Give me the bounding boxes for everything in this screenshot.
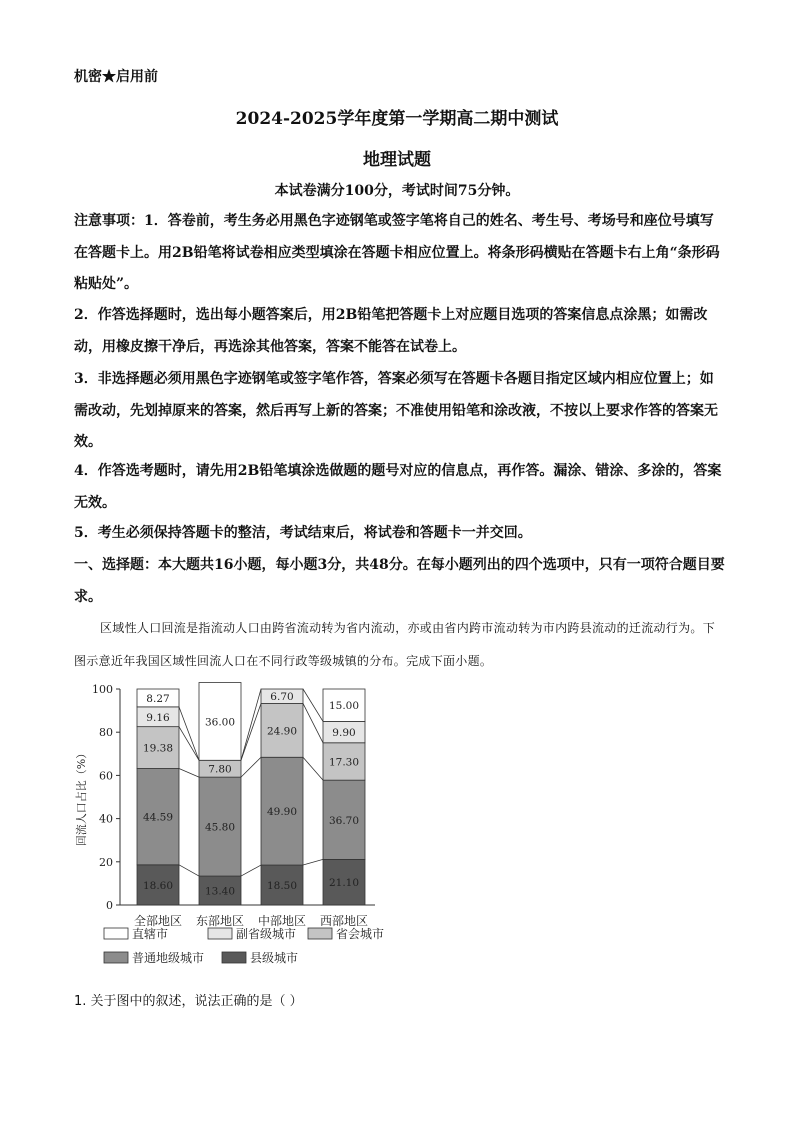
- connector-line: [179, 727, 199, 761]
- score-line: 本试卷满分100分，考试时间75分钟。: [274, 183, 520, 199]
- connector-line: [241, 757, 261, 777]
- data-label: 9.90: [332, 727, 356, 740]
- notice-4: 4．作答选考题时，请先用2B铅笔填涂选做题的题号对应的信息点，再作答。漏涂、错涂、多涂的，答案无效。: [74, 463, 722, 511]
- stacked-bar-chart: [70, 680, 400, 980]
- y-tick-label: 80: [99, 726, 113, 740]
- connector-line: [241, 689, 261, 760]
- legend-label: 普通地级城市: [132, 951, 205, 965]
- connector-line: [241, 703, 261, 760]
- legend-label: 省会城市: [336, 927, 385, 941]
- question-intro: 区域性人口回流是指流动人口由跨省流动转为省内流动，亦或由省内跨市流动转为市内跨县流动的迁流动行为。下图示意近年我国区域性回流人口在不同行政等级城镇的分布。完成下面小题。: [74, 621, 716, 668]
- connector-line: [303, 703, 323, 742]
- data-label: 8.27: [146, 692, 170, 705]
- legend-label: 副省级城市: [236, 927, 297, 941]
- legend-label: 县级城市: [250, 951, 299, 965]
- data-label: 24.90: [266, 725, 298, 738]
- data-label: 15.00: [328, 700, 360, 713]
- data-label: 49.90: [266, 806, 298, 819]
- x-tick-label: 中部地区: [257, 914, 307, 928]
- section-heading: 一、选择题：本大题共16小题，每小题3分，共48分。在每小题列出的四个选项中，只有一项符合题目要求。: [74, 557, 725, 605]
- legend-swatch: [104, 928, 128, 939]
- notice-1: 注意事项：1．答卷前，考生务必用黑色字迹钢笔或签字笔将自己的姓名、考生号、考场号和座位号填写在答题卡上。用2B铅笔将试卷相应类型填涂在答题卡相应位置上。将条形码横贴在答题卡右上角“条形码粘贴处”。: [74, 213, 720, 292]
- data-label: 45.80: [204, 821, 236, 834]
- data-label: 44.59: [142, 811, 174, 824]
- y-tick-label: 60: [99, 769, 113, 783]
- data-label: 36.70: [328, 814, 360, 827]
- data-label: 19.38: [142, 742, 174, 755]
- notice-2: 2．作答选择题时，选出每小题答案后，用2B铅笔把答题卡上对应题目选项的答案信息点涂黑；如需改动，用橡皮擦干净后，再选涂其他答案，答案不能答在试卷上。: [74, 307, 708, 355]
- notice-5: 5．考生必须保持答题卡的整洁，考试结束后，将试卷和答题卡一并交回。: [74, 525, 532, 541]
- exam-title: 2024-2025学年度第一学期高二期中测试: [235, 109, 559, 129]
- question-1: 1. 关于图中的叙述，说法正确的是（ ）: [74, 994, 303, 1009]
- subject-title: 地理试题: [363, 150, 431, 170]
- data-label: 36.00: [204, 716, 236, 729]
- x-tick-label: 东部地区: [195, 914, 245, 928]
- connector-line: [179, 769, 199, 778]
- data-label: 7.80: [208, 763, 232, 776]
- data-label: 17.30: [328, 756, 360, 769]
- connector-line: [303, 859, 323, 865]
- data-label: 6.70: [270, 691, 294, 704]
- connector-line: [303, 757, 323, 780]
- data-label: 21.10: [328, 877, 360, 890]
- legend-swatch: [308, 928, 332, 939]
- x-tick-label: 全部地区: [133, 914, 183, 928]
- legend-swatch: [208, 928, 232, 939]
- y-tick-label: 100: [92, 683, 113, 696]
- connector-line: [179, 707, 199, 760]
- connector-line: [241, 865, 261, 876]
- data-label: 9.16: [146, 711, 170, 724]
- y-axis-label: 回流人口占比（%）: [75, 747, 88, 847]
- data-label: 18.60: [142, 879, 174, 892]
- legend-swatch: [222, 952, 246, 963]
- connector-line: [179, 865, 199, 876]
- notice-3: 3．非选择题必须用黑色字迹钢笔或签字笔作答，答案必须写在答题卡各题目指定区域内相应位置上；如需改动，先划掉原来的答案，然后再写上新的答案；不准使用铅笔和涂改液，不按以上要求作答的答案无效。: [74, 371, 718, 450]
- data-label: 18.50: [266, 880, 298, 893]
- y-tick-label: 40: [99, 812, 113, 826]
- connector-line: [303, 689, 323, 721]
- data-label: 13.40: [204, 885, 236, 898]
- x-tick-label: 西部地区: [319, 914, 369, 928]
- legend-label: 直辖市: [132, 927, 169, 941]
- legend-swatch: [104, 952, 128, 963]
- y-tick-label: 20: [99, 855, 113, 869]
- confidential-mark: 机密★启用前: [74, 69, 158, 85]
- y-tick-label: 0: [106, 899, 113, 912]
